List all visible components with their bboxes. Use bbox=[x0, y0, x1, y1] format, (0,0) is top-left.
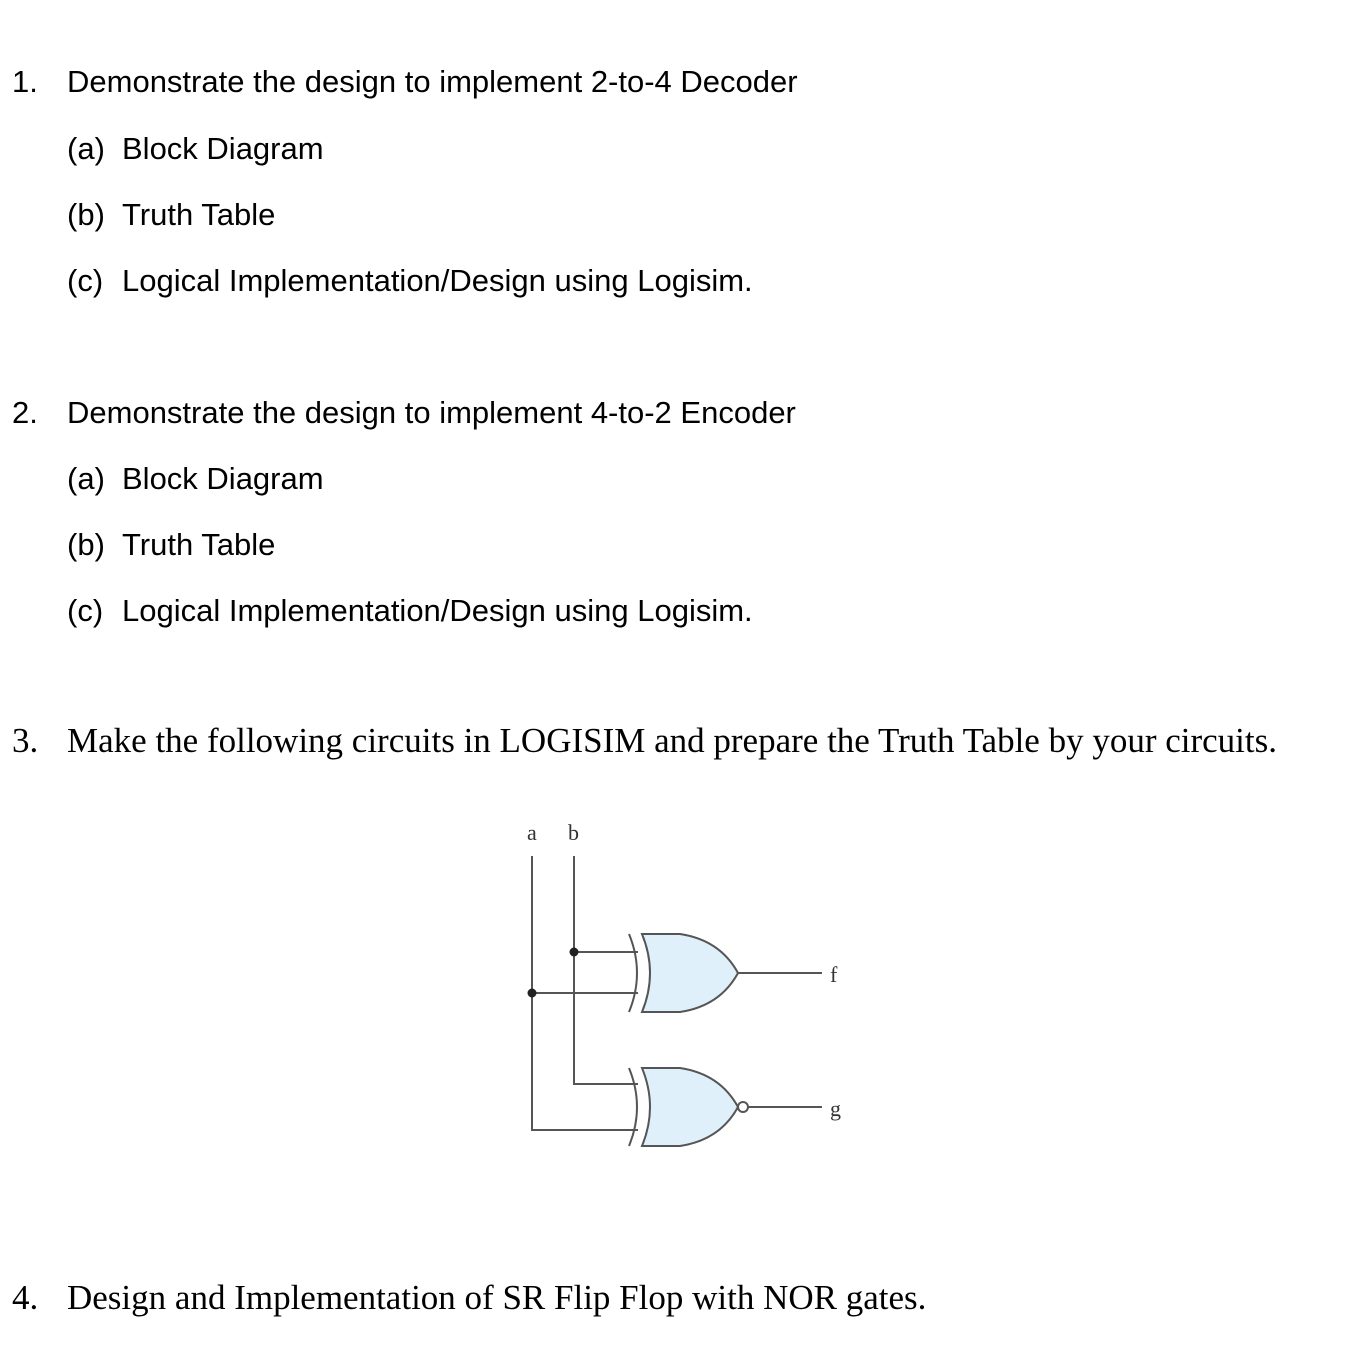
xnor-gate bbox=[629, 1068, 748, 1146]
question-1-text: Demonstrate the design to implement 2-to-4 Decoder bbox=[67, 64, 798, 99]
input-b-label: b bbox=[568, 820, 579, 845]
item-text: Truth Table bbox=[122, 197, 276, 232]
item-label: (a) bbox=[67, 131, 105, 166]
item-label: (c) bbox=[67, 263, 104, 298]
input-b-wire bbox=[574, 856, 638, 1084]
item-text: Block Diagram bbox=[122, 131, 324, 166]
question-4-text: Design and Implementation of SR Flip Flop with NOR gates. bbox=[67, 1278, 927, 1317]
item-text: Block Diagram bbox=[122, 461, 324, 496]
junction-dot-b bbox=[570, 948, 579, 957]
item-text: Truth Table bbox=[122, 527, 276, 562]
xor-xnor-circuit-diagram bbox=[510, 812, 870, 1162]
item-label: (c) bbox=[67, 593, 104, 628]
question-2-number: 2. bbox=[12, 395, 38, 430]
question-4-number: 4. bbox=[12, 1278, 39, 1317]
output-g-label: g bbox=[830, 1096, 841, 1121]
input-a-label: a bbox=[527, 820, 537, 845]
item-label: (a) bbox=[67, 461, 105, 496]
item-label: (b) bbox=[67, 527, 105, 562]
item-text: Logical Implementation/Design using Logisim. bbox=[122, 593, 753, 628]
output-f-label: f bbox=[830, 962, 838, 987]
question-3-text: Make the following circuits in LOGISIM and prepare the Truth Table by your circuits. bbox=[67, 721, 1277, 760]
question-1-number: 1. bbox=[12, 64, 38, 99]
xor-gate bbox=[629, 934, 738, 1012]
item-label: (b) bbox=[67, 197, 105, 232]
junction-dot-a bbox=[528, 989, 537, 998]
question-2-text: Demonstrate the design to implement 4-to-2 Encoder bbox=[67, 395, 796, 430]
question-3-number: 3. bbox=[12, 721, 39, 760]
item-text: Logical Implementation/Design using Logisim. bbox=[122, 263, 753, 298]
